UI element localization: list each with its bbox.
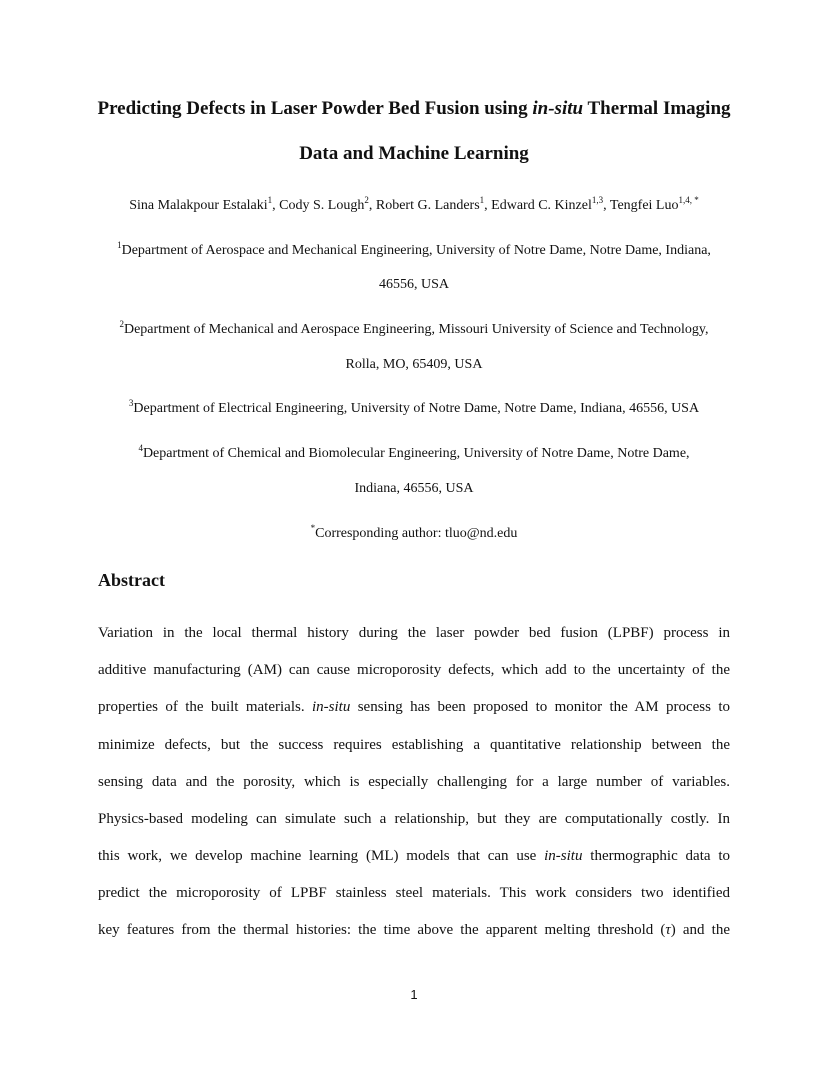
abstract-line xyxy=(98,847,730,865)
author-separator: , xyxy=(603,198,610,213)
affiliation-2-cont: Rolla, MO, 65409, USA xyxy=(345,357,483,372)
author-name: Robert G. Landers xyxy=(375,198,480,213)
text-run: Physics-based modeling can simulate such a relationship, but they are computationally costly. In xyxy=(98,811,730,827)
author-affiliation-mark: 1 xyxy=(479,195,485,205)
author-separator: , xyxy=(368,198,376,213)
page-number: 1 xyxy=(410,987,418,1002)
affiliation-text: Department of Electrical Engineering, University of Notre Dame, Notre Dame, Indiana, 46556, USA xyxy=(133,401,700,416)
corresponding-mark: * xyxy=(310,523,316,533)
author-name: Tengfei Luo xyxy=(609,198,679,213)
corresponding-text: Corresponding author: tluo@nd.edu xyxy=(315,526,518,541)
title-line1-post: Thermal Imaging xyxy=(583,98,731,119)
affiliation-text: Department of Chemical and Biomolecular Engineering, University of Notre Dame, Notre Dame, xyxy=(142,446,690,461)
author-name: Cody S. Lough xyxy=(279,198,365,213)
affiliation-4-cont: Indiana, 46556, USA xyxy=(354,481,474,496)
author-separator: , xyxy=(484,198,492,213)
author-affiliation-mark: 1 xyxy=(267,195,273,205)
affiliation-4 xyxy=(60,445,768,462)
author-name: Edward C. Kinzel xyxy=(491,198,592,213)
text-run: sensing data and the porosity, which is especially challenging for a large number of variables. xyxy=(98,774,730,790)
abstract-line xyxy=(98,773,730,791)
author xyxy=(491,195,610,213)
affiliation-mark: 3 xyxy=(128,398,134,408)
italic-run: in-situ xyxy=(544,848,583,864)
affiliation-text: Department of Aerospace and Mechanical Engineering, University of Notre Dame, Notre Dame, Indiana, xyxy=(121,243,711,258)
affiliation-mark: 4 xyxy=(138,443,143,453)
abstract-line xyxy=(98,698,730,716)
text-run: ) and the xyxy=(670,922,730,938)
author xyxy=(609,195,699,213)
text-run: key features from the thermal histories: the time above the apparent melting threshold ( xyxy=(98,922,666,938)
paper-title-line2: Data and Machine Learning xyxy=(299,143,529,164)
abstract-line xyxy=(98,810,730,828)
author-affiliation-mark: 1,3 xyxy=(591,195,604,205)
text-run: minimize defects, but the success requires establishing a quantitative relationship between the xyxy=(98,737,730,753)
paper-title xyxy=(60,98,768,120)
italic-run: in-situ xyxy=(311,699,351,715)
author-affiliation-mark: 1,4, * xyxy=(678,195,699,205)
text-run: properties of the built materials. xyxy=(98,699,312,715)
text-run: Variation in the local thermal history during the laser powder bed fusion (LPBF) process in xyxy=(98,625,730,641)
affiliation-3 xyxy=(60,400,768,417)
abstract-line xyxy=(98,624,730,642)
affiliation-mark: 2 xyxy=(119,319,124,329)
tau-symbol: τ xyxy=(665,922,671,938)
abstract-line xyxy=(98,736,730,754)
author xyxy=(279,195,376,213)
author xyxy=(375,195,492,213)
affiliation-1-cont: 46556, USA xyxy=(378,277,449,292)
author-list xyxy=(60,197,768,214)
text-run: this work, we develop machine learning (ML) models that can use xyxy=(98,848,545,864)
affiliation-1 xyxy=(60,242,768,259)
affiliation-mark: 1 xyxy=(117,240,122,250)
text-run: thermographic data to xyxy=(582,848,730,864)
affiliation-text: Department of Mechanical and Aerospace Engineering, Missouri University of Science and Technology, xyxy=(123,322,709,337)
abstract-line xyxy=(98,884,730,902)
author-affiliation-mark: 2 xyxy=(364,195,369,205)
title-line1-italic: in-situ xyxy=(532,98,584,119)
corresponding-author xyxy=(60,525,768,542)
text-run: predict the microporosity of LPBF stainless steel materials. This work considers two identified xyxy=(98,885,730,901)
abstract-line xyxy=(98,921,730,939)
text-run: sensing has been proposed to monitor the AM process to xyxy=(350,699,730,715)
author xyxy=(129,195,280,213)
text-run: additive manufacturing (AM) can cause microporosity defects, which add to the uncertainty of the xyxy=(98,662,730,678)
abstract-line xyxy=(98,661,730,679)
author-name: Sina Malakpour Estalaki xyxy=(129,198,268,213)
affiliation-2 xyxy=(60,321,768,338)
title-line1-pre: Predicting Defects in Laser Powder Bed Fusion using xyxy=(97,98,533,119)
abstract-heading: Abstract xyxy=(98,570,165,590)
author-separator: , xyxy=(272,198,280,213)
